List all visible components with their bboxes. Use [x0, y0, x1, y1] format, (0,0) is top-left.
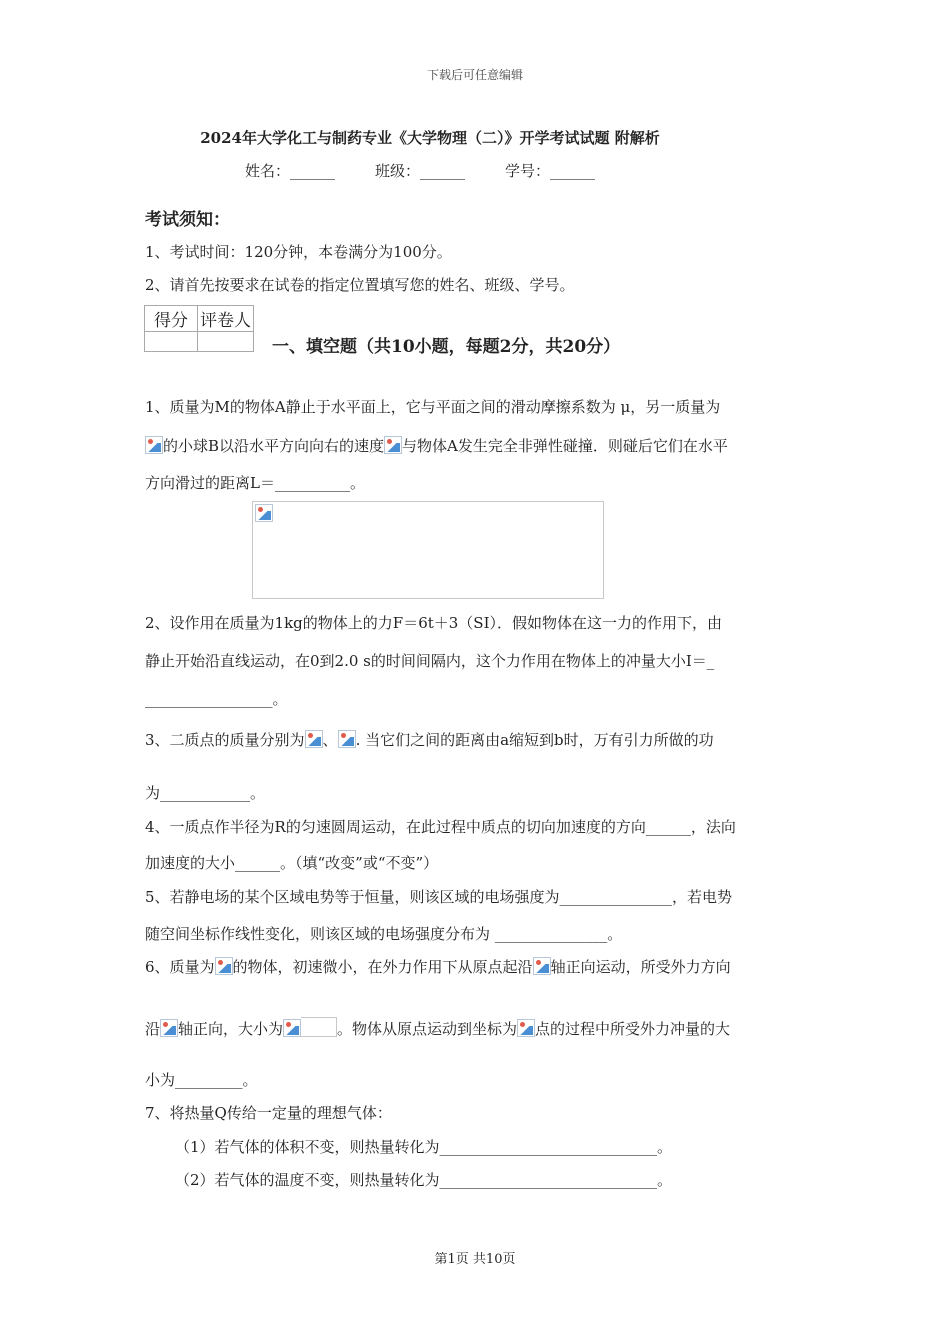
q5-line-2: 随空间坐标作线性变化，则该区域的电场强度分布为 _______________。: [145, 925, 623, 943]
id-field: 学号：______: [505, 162, 596, 180]
q6-line-1: 6、质量为 的物体，初速微小，在外力作用下从原点起沿 轴正向运动，所受外力方向: [145, 958, 731, 976]
q4-line-1: 4、一质点作半径为R的匀速圆周运动，在此过程中质点的切向加速度的方向______，法向: [145, 818, 736, 836]
image-placeholder-icon: [255, 504, 273, 522]
q2-line-3: _________________。: [145, 690, 288, 708]
q6-line-2: 沿 轴正向，大小为 。物体从原点运动到坐标为 点的过程中所受外力冲量的大: [145, 1017, 730, 1039]
header-note: 下载后可任意编辑: [426, 68, 523, 82]
notice-item-2: 2、请首先按要求在试卷的指定位置填写您的姓名、班级、学号。: [145, 276, 575, 294]
image-placeholder-icon: [517, 1019, 535, 1037]
image-placeholder-icon: [533, 957, 551, 975]
image-placeholder-icon: [384, 436, 402, 454]
page-title: 2024年大学化工与制药专业《大学物理（二）》开学考试试题 附解析: [200, 129, 660, 147]
image-placeholder-icon: [338, 730, 356, 748]
image-placeholder-icon: [283, 1019, 301, 1037]
q3-line-2: 为____________。: [145, 784, 266, 802]
score-table: [144, 305, 254, 352]
figure-frame: [252, 501, 604, 599]
q7-line-1: 7、将热量Q传给一定量的理想气体：: [145, 1104, 392, 1122]
q5-line-1: 5、若静电场的某个区域电势等于恒量，则该区域的电场强度为_______________，若电势: [145, 888, 733, 906]
score-label: 得分: [145, 306, 198, 332]
q1-line-1: 1、质量为M的物体A静止于水平面上，它与平面之间的滑动摩擦系数为 μ，另一质量为: [145, 398, 721, 416]
notice-heading: 考试须知：: [145, 210, 230, 230]
page-footer: 第1页 共10页: [434, 1252, 516, 1267]
grader-cell: [198, 332, 254, 352]
notice-item-1: 1、考试时间：120分钟，本卷满分为100分。: [145, 243, 452, 261]
name-field: 姓名：______: [245, 162, 336, 180]
score-cell: [145, 332, 198, 352]
image-placeholder-icon: [215, 957, 233, 975]
q7-line-3: （2）若气体的温度不变，则热量转化为_____________________________。: [175, 1171, 673, 1189]
section-title: 一、填空题（共10小题，每题2分，共20分）: [272, 337, 621, 357]
grader-label: 评卷人: [198, 306, 254, 332]
image-placeholder-icon: [305, 730, 323, 748]
q6-line-3: 小为_________。: [145, 1071, 258, 1089]
q1-line-3: 方向滑过的距离L＝__________。: [145, 474, 365, 492]
student-info: [245, 160, 595, 181]
class-field: 班级：______: [375, 162, 466, 180]
image-placeholder-icon: [145, 436, 163, 454]
formula-frame: [301, 1017, 337, 1037]
q4-line-2: 加速度的大小______。（填“改变”或“不变”）: [145, 854, 439, 872]
image-placeholder-icon: [160, 1019, 178, 1037]
q2-line-1: 2、设作用在质量为1kg的物体上的力F＝6t＋3（SI）．假如物体在这一力的作用下，由: [145, 614, 723, 632]
q1-line-2: 的小球B以沿水平方向向右的速度 与物体A发生完全非弹性碰撞．则碰后它们在水平: [145, 436, 728, 456]
q7-line-2: （1）若气体的体积不变，则热量转化为_____________________________。: [175, 1138, 673, 1156]
q2-line-2: 静止开始沿直线运动，在0到2.0 s的时间间隔内，这个力作用在物体上的冲量大小I＝_: [145, 652, 715, 670]
q3-line-1: 3、二质点的质量分别为 、 . 当它们之间的距离由a缩短到b时，万有引力所做的功: [145, 731, 714, 749]
